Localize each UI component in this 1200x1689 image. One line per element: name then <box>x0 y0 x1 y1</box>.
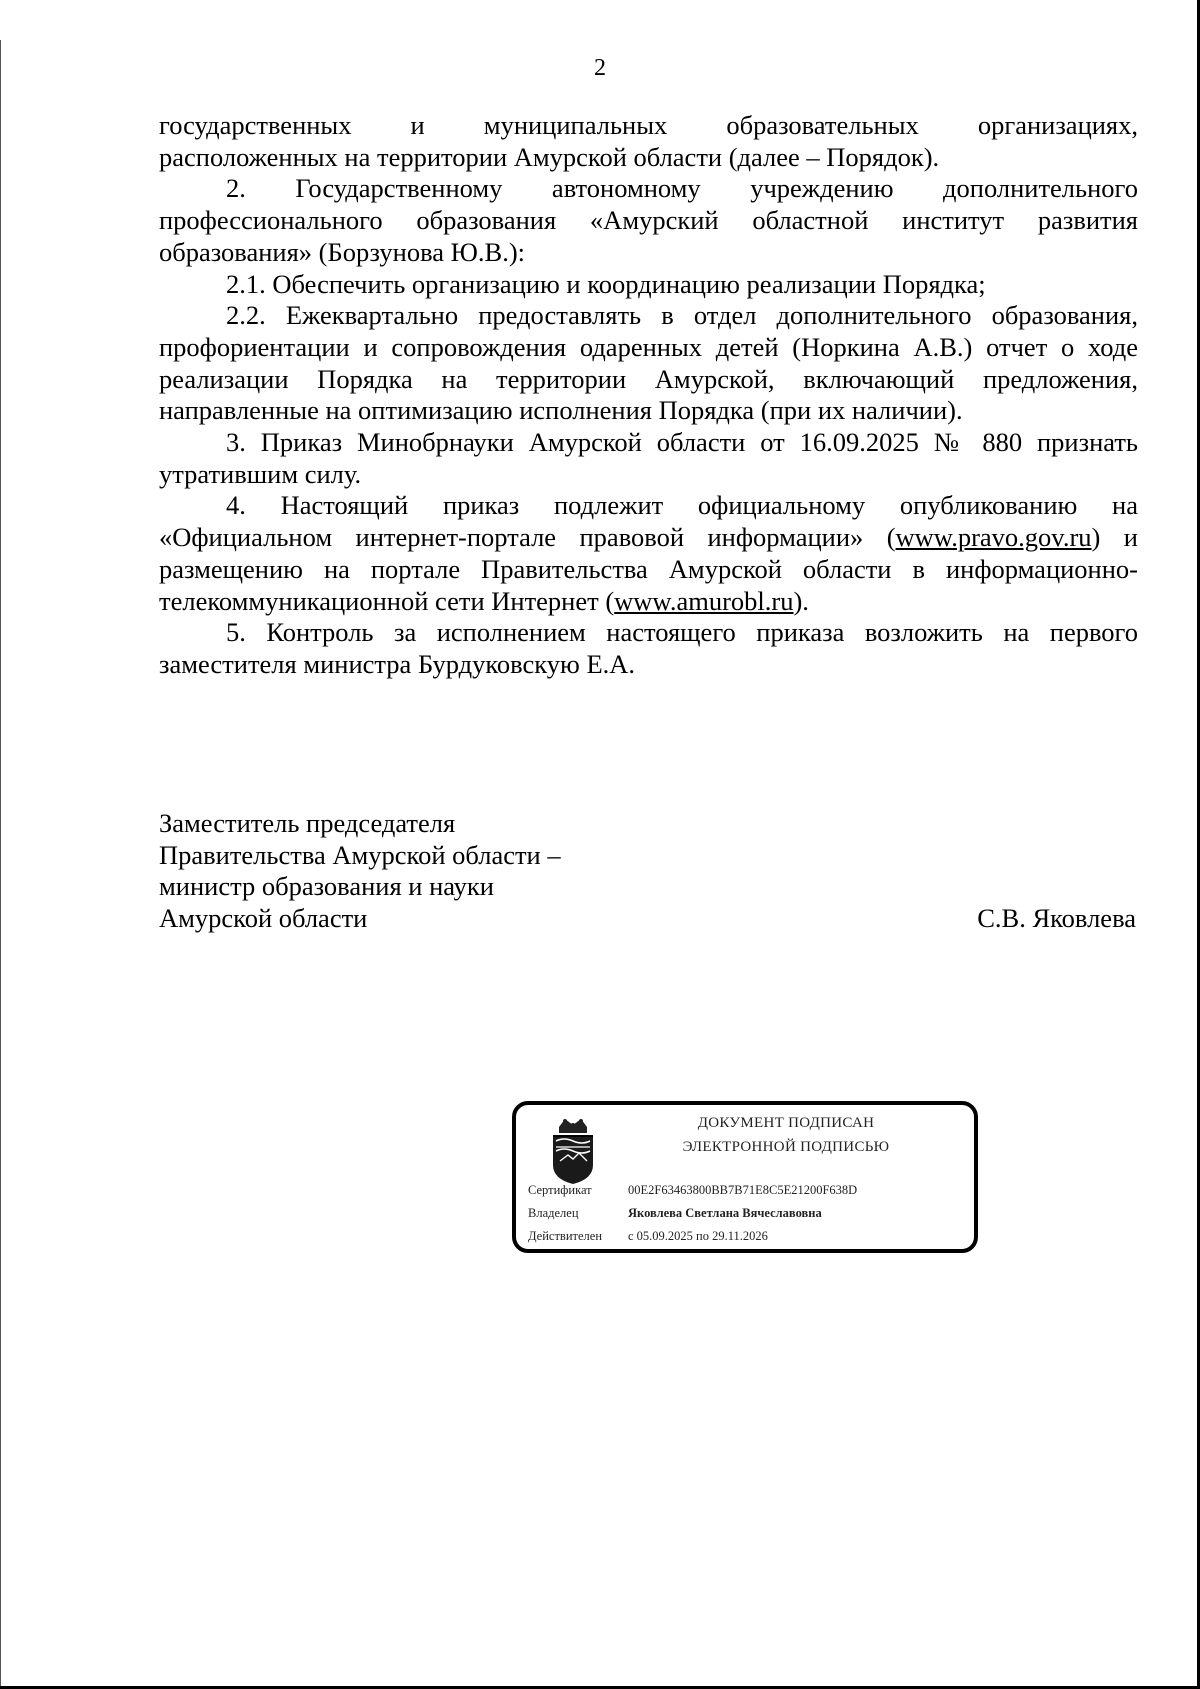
paragraph-item-4-text-c: ). <box>793 585 809 616</box>
paragraph-item-2-1: 2.1. Обеспечить организацию и координацию реализации Порядка; <box>226 268 986 299</box>
page-number: 2 <box>594 55 606 81</box>
stamp-certificate-value: 00E2F63463800BB7B71E8C5E21200F638D <box>628 1183 858 1197</box>
paragraph-item-5: 5. Контроль за исполнением настоящего приказа возложить на первого заместителя министра Бурдуковскую Е.А. <box>159 617 1138 679</box>
stamp-owner-value: Яковлева Светлана Вячеславовна <box>628 1206 822 1220</box>
signatory-title-line: Заместитель председателя <box>159 808 456 838</box>
stamp-certificate-row <box>528 1183 857 1198</box>
stamp-certificate-label: Сертификат <box>528 1183 592 1197</box>
signatory-name: С.В. Яковлева <box>977 903 1136 933</box>
stamp-valid-label: Действителен <box>528 1229 603 1243</box>
stamp-valid-row <box>528 1229 768 1244</box>
stamp-heading-line-2: ЭЛЕКТРОННОЙ ПОДПИСЬЮ <box>682 1139 890 1155</box>
signatory-title-line: министр образования и науки <box>159 871 494 902</box>
document-body <box>159 110 1138 681</box>
paragraph-continuation-line-1: государственных и муниципальных образовательных организациях, <box>159 110 1138 140</box>
stamp-owner-row <box>528 1206 822 1221</box>
paragraph-item-4-text-a: 4. Настоящий приказ подлежит официальному опубликованию на «Официальном интернет-портале правовой информации» ( <box>159 490 1138 553</box>
electronic-signature-stamp <box>512 1101 978 1253</box>
amur-region-coat-of-arms-icon <box>550 1117 596 1185</box>
paragraph-item-2-2: 2.2. Ежеквартально предоставлять в отдел дополнительного образования, профориентации и сопровождения одаренных детей (Норкина А.В.) отчет о ходе реализации Порядка на территории Амурской, включающий предложения, направленные на оптимизацию исполнения Порядка (при их наличии). <box>159 300 1138 426</box>
signatory-title-line: Амурской области <box>159 903 368 934</box>
paragraph-item-4-text-b: ) и размещению на портале Правительства Амурской области в информационно-телекоммуникационной сети Интернет ( <box>159 522 1138 616</box>
stamp-heading-line-1: ДОКУМЕНТ ПОДПИСАН <box>697 1115 875 1131</box>
link-pravo-gov-ru[interactable]: www.pravo.gov.ru <box>895 522 1092 553</box>
paragraph-item-2: 2. Государственному автономному учреждению дополнительного профессионального образования «Амурский областной институт развития образования» (Борзунова Ю.В.): <box>159 173 1138 267</box>
page-edge-left <box>0 40 1 1689</box>
signatory-title <box>159 808 561 935</box>
paragraph-item-4 <box>159 490 1138 617</box>
paragraph-continuation-line-2: расположенных на территории Амурской области (далее – Порядок). <box>159 141 940 172</box>
stamp-owner-label: Владелец <box>528 1206 579 1220</box>
signatory-title-line: Правительства Амурской области – <box>159 839 561 870</box>
link-amurobl-ru[interactable]: www.amurobl.ru <box>614 585 794 616</box>
stamp-valid-value: с 05.09.2025 по 29.11.2026 <box>628 1229 768 1243</box>
paragraph-item-3: 3. Приказ Минобрнауки Амурской области от 16.09.2025 № 880 признать утратившим силу. <box>159 427 1138 489</box>
